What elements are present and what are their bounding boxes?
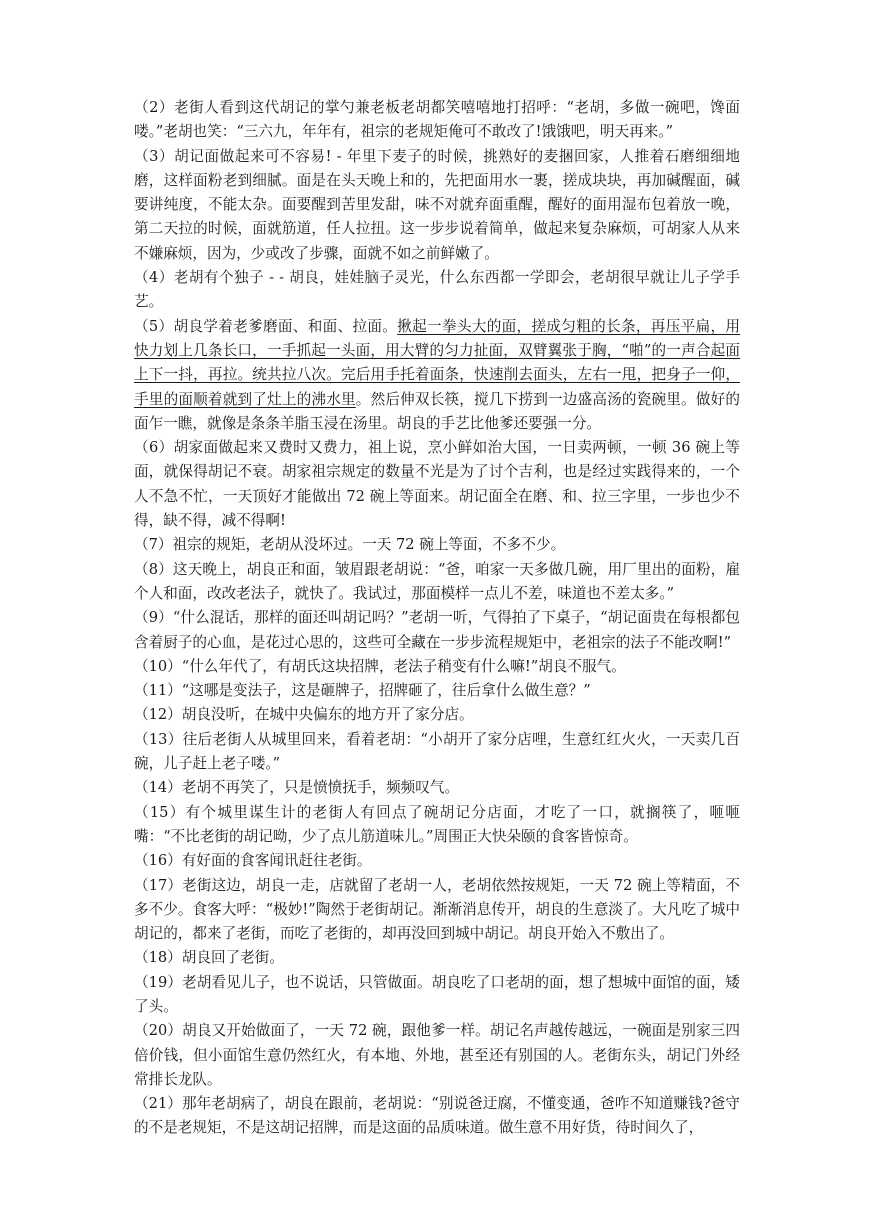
paragraph-text: （13）往后老街人从城里回来，看着老胡：“小胡开了家分店哩，生意红红火火，一天卖几百碗，儿子赶上老子喽。”: [134, 730, 740, 773]
paragraph-text: （21）那年老胡病了，胡良在跟前，老胡说：“别说爸迂腐，不懂变通，爸咋不知道赚钱?爸守的不是老规矩，不是这胡记招牌，而是这面的品质味道。做生意不用好货，待时间久了，: [134, 1095, 740, 1137]
paragraph-text: （11）“这哪是变法子，这是砸牌子，招牌砸了，往后拿什么做生意？”: [134, 682, 591, 700]
paragraph: [134, 266, 740, 315]
paragraph: [134, 1092, 740, 1141]
paragraph: [134, 703, 740, 727]
paragraph: [134, 679, 740, 703]
paragraph-text: （9）“什么混话，那样的面还叫胡记吗？”老胡一听，气得拍了下桌子，“胡记面贵在每根都包含着厨子的心血，是花过心思的，这些可全藏在一步步流程规矩中，老祖宗的法子不能改啊!”: [134, 609, 740, 651]
paragraph: [134, 96, 740, 145]
paragraph-text: （10）“什么年代了，有胡氏这块招牌，老法子稍变有什么嘛!”胡良不服气。: [134, 657, 626, 675]
underlined-text: 揪起一拳头大的面，搓成匀粗的长条，再压平扁，用快力划上几条长口，一手抓起一头面，用大臂的匀力扯面，双臂翼张于胸，“啪”的一声合起面上下一抖，再拉。统共拉八次。完后用手托着面条，快速削去面头，左右一甩，把身子一仰，手里的面顺着就到了灶上的沸水里: [134, 317, 740, 408]
paragraph: [134, 315, 740, 436]
paragraph: [134, 728, 740, 777]
paragraph: [134, 971, 740, 1020]
paragraph: [134, 946, 740, 970]
paragraph-text: （15）有个城里谋生计的老街人有回点了碗胡记分店面，才吃了一口，就搁筷了，咂咂嘴：“不比老街的胡记呦，少了点儿筋道味儿。”周围正大快朵颐的食客皆惊奇。: [134, 803, 740, 845]
paragraph: [134, 1019, 740, 1092]
paragraph-text: （19）老胡看见儿子，也不说话，只管做面。胡良吃了口老胡的面，想了想城中面馆的面，矮了头。: [134, 973, 740, 1015]
paragraph-text: （8）这天晚上，胡良正和面，皱眉跟老胡说：“爸，咱家一天多做几碗，用厂里出的面粉，雇个人和面，改改老法子，就快了。我试过，那面模样一点儿不差，味道也不差太多。”: [134, 560, 740, 602]
paragraph-text: （14）老胡不再笑了，只是愤愤抚手，频频叹气。: [134, 779, 460, 797]
paragraph: [134, 533, 740, 557]
paragraph-text: （7）祖宗的规矩，老胡从没坏过。一天 72 碗上等面，不多不少。: [134, 536, 566, 554]
paragraph-text: 。然后伸双长筷，搅几下捞到一边盛高汤的瓷碗里。做好的面乍一瞧，就像是条条羊脂玉浸在汤里。胡良的手艺比他爹还要强一分。: [134, 390, 740, 432]
paragraph-text: （20）胡良又开始做面了，一天 72 碗，跟他爹一样。胡记名声越传越远，一碗面是别家三四倍价钱，但小面馆生意仍然红火，有本地、外地，甚至还有别国的人。老街东头，胡记门外经常排长龙队。: [134, 1022, 740, 1088]
paragraph: [134, 801, 740, 850]
paragraph: [134, 558, 740, 607]
paragraph-text: （4）老胡有个独子 - - 胡良，娃娃脑子灵光，什么东西都一学即会，老胡很早就让儿子学手艺。: [134, 269, 740, 311]
paragraph-text: （3）胡记面做起来可不容易! - 年里下麦子的时候，挑熟好的麦捆回家，人推着石磨细细地磨，这样面粉老到细腻。面是在头天晚上和的，先把面用水一裹，搓成块块，再加碱醒面，碱要讲纯度，不能太杂。面要醒到苦里发甜，味不对就弃面重醒，醒好的面用湿布包着放一晚，第二天拉的时候，面就筋道，任人拉扭。这一步步说着简单，做起来复杂麻烦，可胡家人从来不嫌麻烦，因为，少或改了步骤，面就不如之前鲜嫩了。: [134, 147, 740, 262]
document-page: [134, 96, 740, 1141]
paragraph-text: （2）老街人看到这代胡记的掌勺兼老板老胡都笑嘻嘻地打招呼：“老胡，多做一碗吧，馋面喽。”老胡也笑：“三六九，年年有，祖宗的老规矩俺可不敢改了!饿饿吧，明天再来。”: [134, 99, 740, 141]
paragraph-text: （6）胡家面做起来又费时又费力，祖上说，烹小鲜如治大国，一日卖两顿，一顿 36 碗上等面，就保得胡记不衰。胡家祖宗规定的数量不光是为了讨个吉利，也是经过实践得来的，一个人不急不忙，一天顶好才能做出 72 碗上等面来。胡记面全在磨、和、拉三字里，一步也少不得，缺不得，减不得啊!: [134, 439, 740, 530]
paragraph-text: （5）胡良学着老爹磨面、和面、拉面。: [134, 317, 398, 335]
paragraph-text: （16）有好面的食客闻讯赶往老街。: [134, 852, 372, 870]
paragraph-text: （17）老街这边，胡良一走，店就留了老胡一人，老胡依然按规矩，一天 72 碗上等精面，不多不少。食客大呼：“极妙!”陶然于老街胡记。渐渐消息传开，胡良的生意淡了。大凡吃了城中胡记的，都来了老街，而吃了老街的，却再没回到城中胡记。胡良开始入不敷出了。: [134, 876, 740, 943]
paragraph: [134, 606, 740, 655]
paragraph: [134, 776, 740, 800]
paragraph-text: （12）胡良没听，在城中央偏东的地方开了家分店。: [134, 706, 474, 724]
paragraph: [134, 145, 740, 266]
paragraph: [134, 874, 740, 947]
paragraph: [134, 655, 740, 679]
paragraph: [134, 849, 740, 873]
paragraph: [134, 436, 740, 533]
paragraph-text: （18）胡良回了老街。: [134, 949, 284, 967]
